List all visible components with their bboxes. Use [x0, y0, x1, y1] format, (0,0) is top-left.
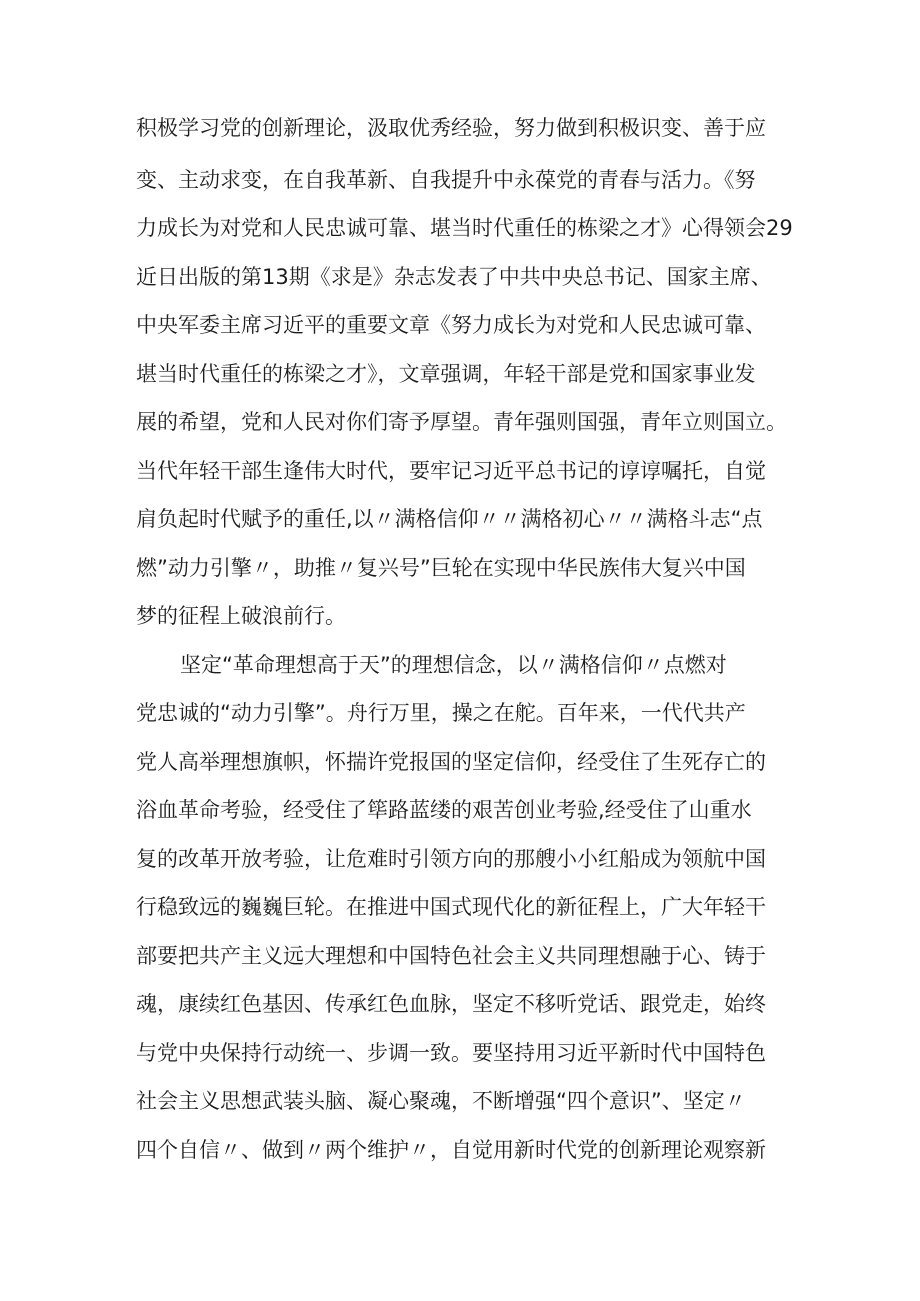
text-line: 行稳致远的巍巍巨轮。在推进中国式现代化的新征程上，广大年轻干 [136, 895, 766, 919]
text-line: 四个自信〃、做到〃两个维护〃，自觉用新时代党的创新理论观察新 [136, 1138, 766, 1162]
text-line: 浴血革命考验，经受住了筚路蓝缕的艰苦创业考验,经受住了山重水 [136, 798, 752, 822]
text-line: 与党中央保持行动统一、步调一致。要坚持用习近平新时代中国特色 [136, 1041, 766, 1065]
text-line: 燃”动力引擎〃，助推〃复兴号”巨轮在实现中华民族伟大复兴中国 [136, 556, 746, 580]
text-line: 梦的征程上破浪前行。 [136, 604, 346, 628]
text-line: 近日出版的第13期《求是》杂志发表了中共中央总书记、国家主席、 [136, 265, 772, 289]
text-line: 魂，康续红色基因、传承红色血脉，坚定不移听党话、跟党走，始终 [136, 992, 766, 1016]
text-line: 变、主动求变，在自我革新、自我提升中永葆党的青春与活力。《努 [136, 168, 756, 192]
text-line: 当代年轻干部生逢伟大时代，要牢记习近平总书记的谆谆嘱托，自觉 [136, 459, 766, 483]
text-line: 中央军委主席习近平的重要文章《努力成长为对党和人民忠诚可靠、 [136, 313, 766, 337]
text-line: 社会主义思想武装头脑、凝心聚魂，不断增强“四个意识”、坚定〃 [136, 1089, 746, 1113]
text-line: 堪当时代重任的栋梁之才》，文章强调，年轻干部是党和国家事业发 [136, 362, 756, 386]
text-line: 积极学习党的创新理论，汲取优秀经验，努力做到积极识变、善于应 [136, 116, 766, 140]
paragraph-first-line: 坚定“革命理想高于天”的理想信念，以〃满格信仰〃点燃对 [180, 653, 727, 677]
text-line: 党忠诚的“动力引擎”。舟行万里，操之在舵。百年来，一代代共产 [136, 701, 746, 725]
text-line: 肩负起时代赋予的重任,以〃满格信仰〃〃满格初心〃〃满格斗志“点 [136, 507, 763, 531]
text-line: 展的希望，党和人民对你们寄予厚望。青年强则国强，青年立则国立。 [136, 410, 787, 434]
text-line: 力成长为对党和人民忠诚可靠、堪当时代重任的栋梁之才》心得领会29 [136, 216, 793, 240]
text-line: 部要把共产主义远大理想和中国特色社会主义共同理想融于心、铸于 [136, 944, 766, 968]
text-line: 党人高举理想旗帜，怀揣许党报国的坚定信仰，经受住了生死存亡的 [136, 750, 766, 774]
text-line: 复的改革开放考验，让危难时引领方向的那艘小小红船成为领航中国 [136, 847, 766, 871]
